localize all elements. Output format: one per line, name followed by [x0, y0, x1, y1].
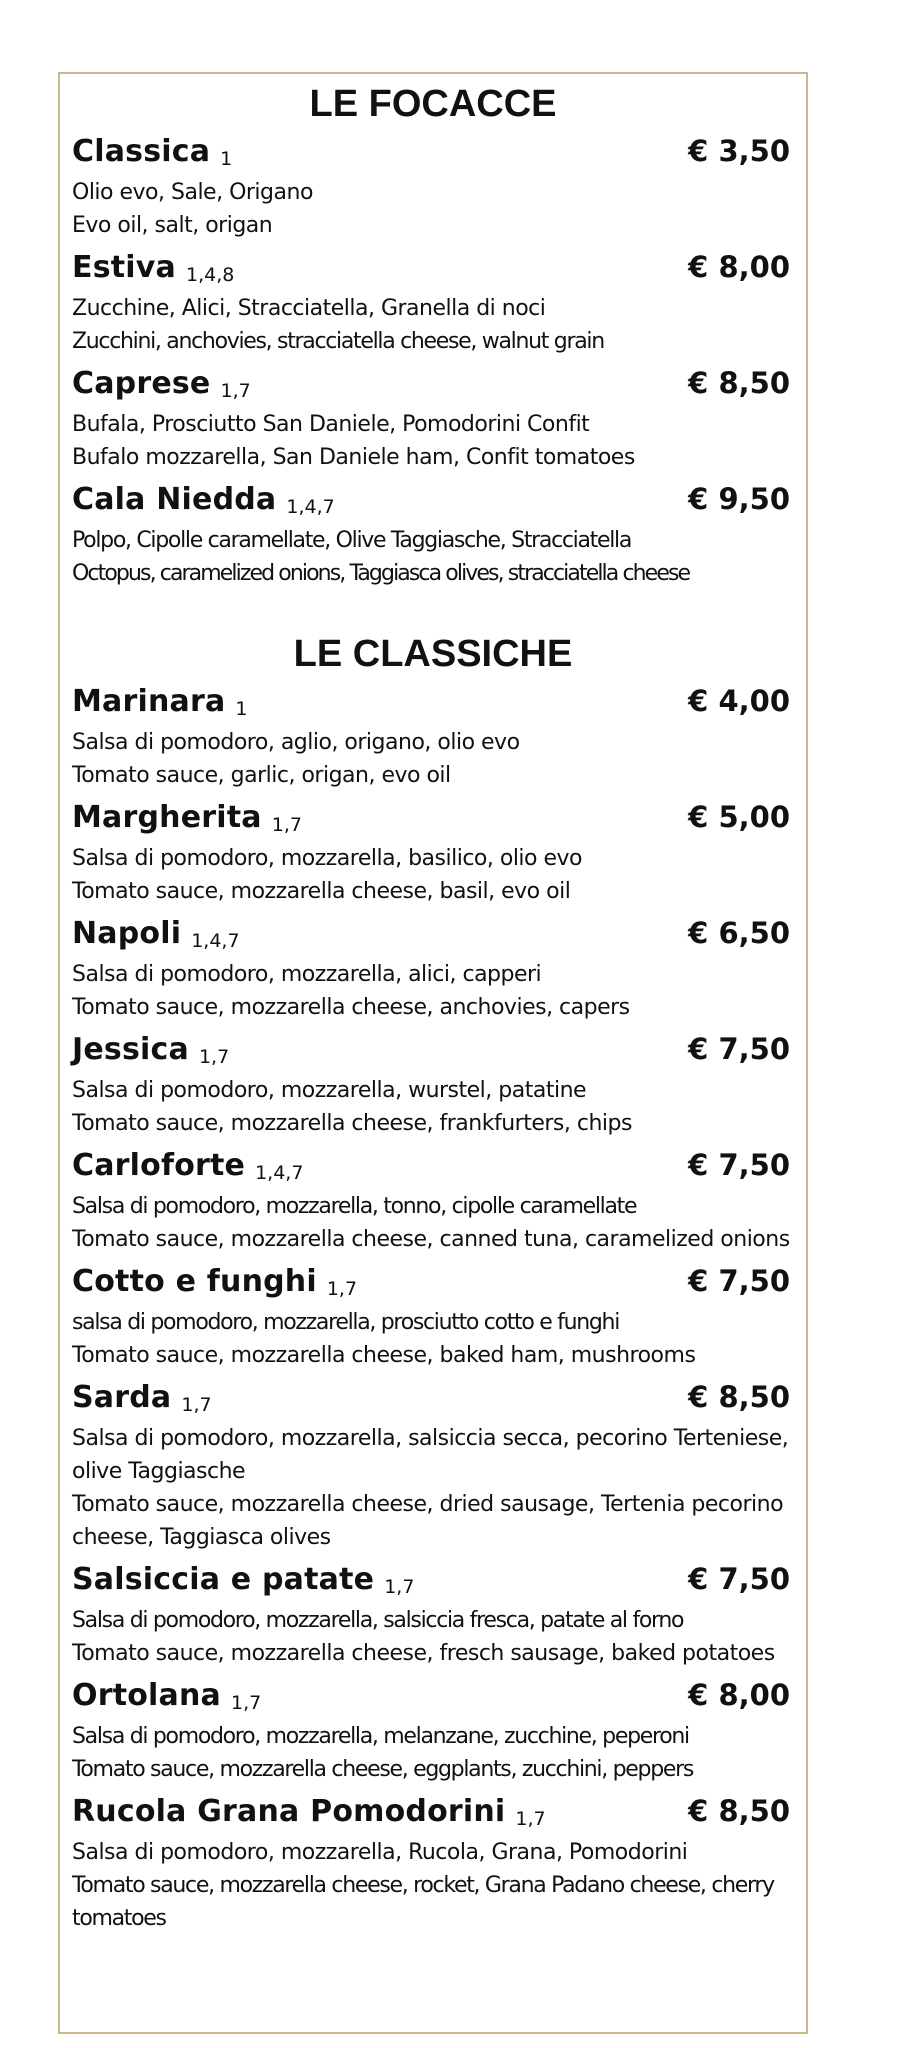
item-allergens: 1,7: [271, 814, 302, 836]
item-allergens: 1,7: [515, 1808, 546, 1830]
item-name: Jessica: [72, 1032, 189, 1067]
item-price: € 8,00: [688, 1678, 790, 1712]
item-name: Rucola Grana Pomodorini: [72, 1794, 506, 1829]
menu-item-carloforte: [60, 1148, 806, 1256]
item-description-it: Salsa di pomodoro, mozzarella, salsiccia secca, pecorino Terteniese, olive Taggiasche: [72, 1426, 789, 1484]
item-allergens: 1,4,7: [255, 1162, 304, 1184]
item-description-it: Polpo, Cipolle caramellate, Olive Taggiasche, Stracciatella: [72, 528, 632, 553]
item-allergens: 1,4,7: [286, 496, 335, 518]
item-description-en: Bufalo mozzarella, San Daniele ham, Confit tomatoes: [72, 445, 635, 470]
item-price: € 6,50: [688, 916, 790, 950]
item-name: Sarda: [72, 1380, 172, 1415]
item-allergens: 1,7: [198, 1046, 230, 1068]
menu-item-jessica: [60, 1032, 806, 1140]
menu-item-salsiccia-e-patate: [60, 1562, 806, 1670]
item-allergens: 1,7: [326, 1278, 358, 1300]
item-price: € 7,50: [688, 1148, 790, 1182]
item-description-it: Salsa di pomodoro, mozzarella, alici, capperi: [72, 962, 542, 987]
menu-item-caprese: [60, 366, 806, 474]
item-description-en: Octopus, caramelized onions, Taggiasca olives, stracciatella cheese: [72, 561, 690, 586]
item-name: Salsiccia e patate: [72, 1562, 375, 1597]
item-description-it: Salsa di pomodoro, mozzarella, tonno, cipolle caramellate: [72, 1194, 637, 1219]
item-price: € 8,50: [688, 366, 790, 400]
section-title-classiche: LE CLASSICHE: [293, 633, 573, 675]
item-description-en: Tomato sauce, mozzarella cheese, canned tuna, caramelized onions: [72, 1227, 790, 1252]
item-name: Napoli: [72, 916, 182, 951]
item-description-en: Tomato sauce, mozzarella cheese, baked ham, mushrooms: [72, 1343, 696, 1368]
item-description-it: Zucchine, Alici, Stracciatella, Granella di noci: [72, 296, 546, 321]
menu-item-estiva: [60, 250, 806, 358]
item-allergens: 1,4,7: [191, 930, 240, 952]
item-description-en: Tomato sauce, mozzarella cheese, dried sausage, Tertenia pecorino cheese, Taggiasca olives: [72, 1492, 784, 1550]
item-description-en: Tomato sauce, mozzarella cheese, frankfurters, chips: [72, 1111, 632, 1136]
item-name: Caprese: [72, 366, 211, 401]
item-description-it: Salsa di pomodoro, mozzarella, salsiccia fresca, patate al forno: [72, 1608, 684, 1633]
item-name: Cotto e funghi: [72, 1264, 317, 1299]
menu-item-rucola-grana-pomodorini: [60, 1794, 806, 1935]
item-description-en: Tomato sauce, mozzarella cheese, rocket, Grana Padano cheese, cherry tomatoes: [72, 1873, 774, 1931]
menu-item-cala-niedda: [60, 482, 806, 590]
item-allergens: 1,7: [220, 380, 251, 402]
item-description-it: Olio evo, Sale, Origano: [72, 180, 313, 205]
item-price: € 3,50: [688, 134, 790, 168]
item-price: € 7,50: [688, 1264, 790, 1298]
item-description-it: Salsa di pomodoro, mozzarella, basilico, olio evo: [72, 846, 583, 871]
item-name: Marinara: [72, 684, 226, 719]
menu-item-marinara: [60, 684, 806, 792]
menu-frame: [58, 72, 808, 2034]
item-description-en: Tomato sauce, garlic, origan, evo oil: [72, 763, 451, 788]
menu-item-ortolana: [60, 1678, 806, 1786]
item-description-it: Salsa di pomodoro, mozzarella, wurstel, patatine: [72, 1078, 587, 1103]
item-description-en: Tomato sauce, mozzarella cheese, fresch sausage, baked potatoes: [72, 1641, 775, 1666]
item-description-en: Evo oil, salt, origan: [72, 213, 273, 238]
item-name: Ortolana: [72, 1678, 221, 1713]
item-price: € 7,50: [688, 1032, 790, 1066]
item-price: € 8,50: [688, 1380, 790, 1414]
item-price: € 8,50: [688, 1794, 790, 1828]
item-allergens: 1,7: [230, 1692, 262, 1714]
item-name: Estiva: [72, 250, 176, 285]
item-price: € 5,00: [688, 800, 790, 834]
item-description-it: Salsa di pomodoro, mozzarella, melanzane, zucchine, peperoni: [72, 1724, 689, 1749]
item-description-it: Salsa di pomodoro, mozzarella, Rucola, Grana, Pomodorini: [72, 1840, 688, 1865]
menu-item-napoli: [60, 916, 806, 1024]
menu-item-margherita: [60, 800, 806, 908]
item-allergens: 1,7: [384, 1576, 415, 1598]
item-allergens: 1,7: [181, 1394, 212, 1416]
item-description-it: salsa di pomodoro, mozzarella, prosciutto cotto e funghi: [72, 1310, 620, 1335]
item-description-en: Tomato sauce, mozzarella cheese, anchovies, capers: [72, 995, 630, 1020]
item-price: € 4,00: [688, 684, 790, 718]
item-allergens: 1: [220, 148, 233, 170]
item-description-it: Salsa di pomodoro, aglio, origano, olio evo: [72, 730, 520, 755]
menu-item-cotto-e-funghi: [60, 1264, 806, 1372]
item-allergens: 1: [235, 698, 248, 720]
menu-item-sarda: [60, 1380, 806, 1554]
section-title-focacce: LE FOCACCE: [309, 83, 557, 125]
item-price: € 9,50: [688, 482, 790, 516]
item-description-en: Zucchini, anchovies, stracciatella cheese, walnut grain: [72, 329, 604, 354]
item-description-it: Bufala, Prosciutto San Daniele, Pomodorini Confit: [72, 412, 590, 437]
menu-item-classica: [60, 134, 806, 242]
item-price: € 7,50: [688, 1562, 790, 1596]
item-name: Cala Niedda: [72, 482, 277, 517]
item-allergens: 1,4,8: [185, 264, 235, 286]
item-name: Margherita: [72, 800, 262, 835]
item-description-en: Tomato sauce, mozzarella cheese, eggplants, zucchini, peppers: [72, 1757, 694, 1782]
item-description-en: Tomato sauce, mozzarella cheese, basil, evo oil: [72, 879, 571, 904]
item-price: € 8,00: [688, 250, 790, 284]
item-name: Classica: [72, 134, 211, 169]
item-name: Carloforte: [72, 1148, 246, 1183]
